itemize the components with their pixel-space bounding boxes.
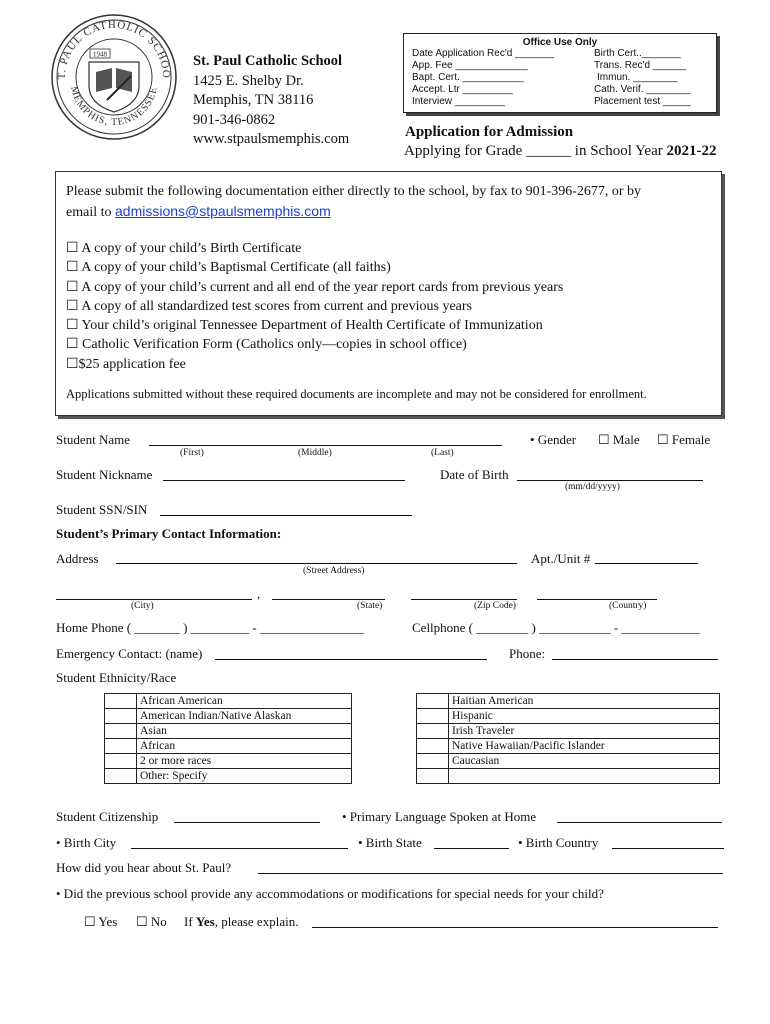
city-hint: (City) [131, 601, 154, 611]
street-address-input[interactable] [116, 563, 517, 564]
school-street: 1425 E. Shelby Dr. [193, 72, 304, 89]
office-left-1: App. Fee _____________ [412, 60, 528, 71]
city-input[interactable] [56, 599, 252, 600]
documents-intro-email: email to admissions@stpaulsmemphis.com [66, 203, 331, 220]
doc-item[interactable]: ☐ A copy of your child’s Baptismal Certificate (all faiths) [66, 260, 391, 276]
seal-top-text: T. PAUL CATHOLIC SCHOO [55, 18, 173, 80]
seal-bottom-text: MEMPHIS, TENNESSEE [68, 85, 160, 129]
office-use-box [403, 33, 717, 113]
office-right-0: Birth Cert.._______ [594, 48, 681, 59]
school-city: Memphis, TN 38116 [193, 92, 314, 108]
heard-about-input[interactable] [258, 873, 723, 874]
ethnicity-option: 2 or more races [137, 754, 352, 769]
ethnicity-label: Student Ethnicity/Race [56, 670, 177, 685]
ethnicity-option: Hispanic [449, 709, 720, 724]
zip-input[interactable] [411, 599, 517, 600]
office-right-2: Immun. ________ [597, 72, 678, 83]
dob-label: Date of Birth [440, 467, 509, 482]
documents-intro: Please submit the following documentation either directly to the school, by fax to 901-396-2677, or by [66, 184, 642, 199]
accommodations-no-checkbox[interactable]: ☐ No [136, 914, 167, 929]
ethnicity-option: Asian [137, 724, 352, 739]
citizenship-input[interactable] [174, 822, 320, 823]
ethnicity-option: African American [137, 694, 352, 709]
dob-format-hint: (mm/dd/yyyy) [565, 482, 620, 492]
office-use-title: Office Use Only [522, 37, 598, 48]
state-input[interactable] [272, 599, 385, 600]
emergency-phone-input[interactable] [552, 659, 718, 660]
ethnicity-checkbox[interactable] [417, 709, 449, 724]
doc-item[interactable]: ☐$25 application fee [66, 356, 186, 372]
doc-item[interactable]: ☐ A copy of your child’s current and all end of the year report cards from previous years [66, 279, 564, 295]
address-label: Address [56, 551, 99, 566]
ssn-label: Student SSN/SIN [56, 502, 148, 517]
school-year: 2021-22 [666, 143, 717, 159]
ethnicity-checkbox[interactable] [105, 739, 137, 754]
office-left-3: Accept. Ltr _________ [412, 84, 513, 95]
gender-male-checkbox[interactable]: ☐ Male [598, 432, 640, 447]
contact-heading: Student’s Primary Contact Information: [56, 526, 282, 541]
document-checklist [66, 239, 563, 374]
middle-hint: (Middle) [298, 448, 332, 458]
doc-item[interactable]: ☐ A copy of your child’s Birth Certificate [66, 241, 302, 256]
ethnicity-checkbox[interactable] [105, 769, 137, 784]
office-left-2: Bapt. Cert. ___________ [412, 72, 524, 83]
cell-phone-field[interactable]: Cellphone ( ________ ) ___________ - ____________ [412, 620, 700, 635]
nickname-label: Student Nickname [56, 467, 153, 482]
language-input[interactable] [557, 822, 722, 823]
application-title: Application for Admission [405, 124, 574, 140]
seal-year: 1948 [93, 50, 107, 59]
ethnicity-checkbox[interactable] [417, 769, 449, 784]
email-link[interactable]: admissions@stpaulsmemphis.com [115, 203, 331, 219]
accommodations-question: • Did the previous school provide any accommodations or modifications for special needs for your child? [56, 886, 604, 901]
ethnicity-table-left [104, 693, 352, 784]
citizenship-label: Student Citizenship [56, 809, 159, 824]
student-name-label: Student Name [56, 432, 131, 447]
heard-about-label: How did you hear about St. Paul? [56, 860, 232, 875]
ssn-input[interactable] [160, 515, 412, 516]
ethnicity-option: Haitian American [449, 694, 720, 709]
grade-line: Applying for Grade ______ in School Year 2021-22 [404, 143, 717, 159]
ethnicity-option: Other: Specify [137, 769, 352, 784]
ethnicity-table-right [416, 693, 720, 784]
ethnicity-checkbox[interactable] [417, 739, 449, 754]
gender-female-checkbox[interactable]: ☐ Female [657, 432, 711, 447]
school-phone: 901-346-0862 [193, 111, 276, 128]
ethnicity-checkbox[interactable] [417, 724, 449, 739]
doc-item[interactable]: ☐ Your child’s original Tennessee Department of Health Certificate of Immunization [66, 318, 543, 334]
city-state-comma: , [257, 586, 261, 601]
documents-note: Applications submitted without these required documents are incomplete and may not be considered for enrollment. [66, 387, 647, 401]
ethnicity-checkbox[interactable] [105, 754, 137, 769]
emergency-contact-input[interactable] [215, 659, 487, 660]
ethnicity-option [449, 769, 720, 784]
state-hint: (State) [357, 601, 383, 611]
school-seal [49, 12, 179, 142]
birth-state-label: • Birth State [358, 835, 422, 850]
ethnicity-checkbox[interactable] [417, 694, 449, 709]
dob-input[interactable] [517, 480, 703, 481]
doc-item[interactable]: ☐ A copy of all standardized test scores from current and previous years [66, 298, 472, 314]
office-left-4: Interview _________ [412, 96, 505, 107]
nickname-input[interactable] [163, 480, 405, 481]
ethnicity-option: African [137, 739, 352, 754]
office-right-1: Trans. Rec'd ______ [594, 60, 687, 71]
emergency-phone-label: Phone: [509, 646, 546, 661]
ethnicity-option: Native Hawaiian/Pacific Islander [449, 739, 720, 754]
accommodations-yes-checkbox[interactable]: ☐ Yes [84, 914, 118, 929]
office-right-3: Cath. Verif. ________ [594, 84, 691, 95]
street-hint: (Street Address) [303, 566, 365, 576]
school-name: St. Paul Catholic School [193, 53, 343, 69]
birth-city-label: • Birth City [56, 835, 117, 850]
emergency-contact-label: Emergency Contact: (name) [56, 646, 203, 661]
ethnicity-option: Irish Traveler [449, 724, 720, 739]
school-website: www.stpaulsmemphis.com [193, 131, 350, 147]
ethnicity-checkbox[interactable] [417, 754, 449, 769]
birth-city-input[interactable] [131, 848, 348, 849]
office-right-4: Placement test _____ [594, 96, 691, 107]
explain-label: If Yes, please explain. [184, 914, 299, 929]
birth-country-input[interactable] [612, 848, 724, 849]
ethnicity-option: Caucasian [449, 754, 720, 769]
first-hint: (First) [180, 448, 204, 458]
explain-input[interactable] [312, 927, 718, 928]
country-input[interactable] [537, 599, 657, 600]
last-hint: (Last) [431, 448, 454, 458]
language-label: • Primary Language Spoken at Home [342, 809, 537, 824]
ethnicity-option: American Indian/Native Alaskan [137, 709, 352, 724]
birth-state-input[interactable] [434, 848, 509, 849]
student-name-input[interactable] [149, 445, 502, 446]
ethnicity-checkbox[interactable] [105, 724, 137, 739]
zip-hint: (Zip Code) [474, 601, 516, 611]
doc-item[interactable]: ☐ Catholic Verification Form (Catholics only—copies in school office) [66, 337, 467, 353]
gender-label: • Gender [530, 432, 577, 447]
home-phone-field[interactable]: Home Phone ( _______ ) _________ - ________________ [56, 620, 365, 635]
ethnicity-checkbox[interactable] [105, 694, 137, 709]
apt-label: Apt./Unit # [531, 551, 591, 566]
ethnicity-checkbox[interactable] [105, 709, 137, 724]
apt-input[interactable] [595, 563, 698, 564]
country-hint: (Country) [609, 601, 647, 611]
office-left-0: Date Application Rec'd _______ [412, 48, 555, 59]
birth-country-label: • Birth Country [518, 835, 599, 850]
